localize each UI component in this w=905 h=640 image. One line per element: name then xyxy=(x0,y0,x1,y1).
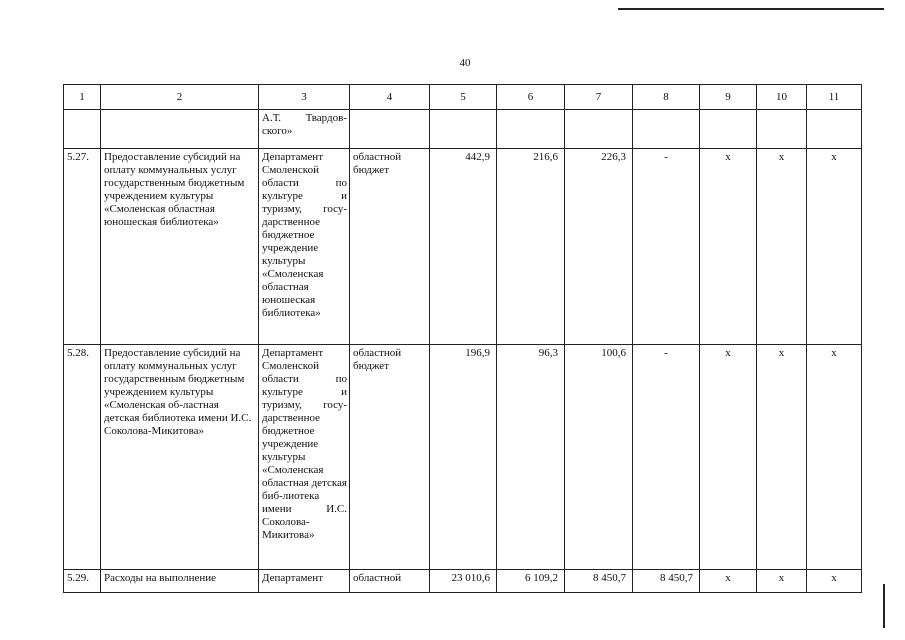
row-name: Предоставление субсидий на оплату коммунальных услуг государственным бюджетным учреждением культуры «Смоленская областная юношеская библиотека» xyxy=(101,149,259,345)
row-col11: х xyxy=(807,345,862,570)
row-number: 5.27. xyxy=(64,149,101,345)
row-col9: х xyxy=(700,345,757,570)
row-col11: х xyxy=(807,570,862,593)
header-cell: 1 xyxy=(64,85,101,110)
row-col9: х xyxy=(700,149,757,345)
table-row xyxy=(64,345,862,570)
header-cell: 11 xyxy=(807,85,862,110)
row-source: областной бюджет xyxy=(350,345,430,570)
row-dept: Департамент Смоленской области по культуре и туризму, госу-дарственное бюджетное учреждение культуры «Смоленская областная юношеская библиотека» xyxy=(259,149,350,345)
cell-empty xyxy=(64,110,101,149)
row-name: Расходы на выполнение xyxy=(101,570,259,593)
row-col5: 196,9 xyxy=(430,345,497,570)
row-name: Предоставление субсидий на оплату коммунальных услуг государственным бюджетным учреждением культуры «Смоленская об-ластная детская библиотека имени И.С. Соколова-Микитова» xyxy=(101,345,259,570)
row-col10: х xyxy=(757,570,807,593)
header-cell: 7 xyxy=(565,85,633,110)
continuation-row xyxy=(64,110,862,149)
cell-empty xyxy=(101,110,259,149)
row-col6: 216,6 xyxy=(497,149,565,345)
row-source: областной бюджет xyxy=(350,149,430,345)
margin-rule xyxy=(883,584,885,628)
row-source: областной xyxy=(350,570,430,593)
row-col5: 442,9 xyxy=(430,149,497,345)
cell-empty xyxy=(497,110,565,149)
continuation-dept: А.Т. Твардов-ского» xyxy=(259,110,350,149)
header-cell: 5 xyxy=(430,85,497,110)
row-col8: - xyxy=(633,345,700,570)
row-col8: - xyxy=(633,149,700,345)
cell-empty xyxy=(633,110,700,149)
page-number: 40 xyxy=(459,57,471,69)
cell-empty xyxy=(565,110,633,149)
row-col6: 96,3 xyxy=(497,345,565,570)
row-col7: 100,6 xyxy=(565,345,633,570)
header-row xyxy=(64,85,862,110)
row-number: 5.29. xyxy=(64,570,101,593)
row-col5: 23 010,6 xyxy=(430,570,497,593)
budget-table xyxy=(63,84,862,593)
row-dept: Департамент Смоленской области по культуре и туризму, госу-дарственное бюджетное учреждение культуры «Смоленская областная детская биб-лиотека имени И.С. Соколова-Микитова» xyxy=(259,345,350,570)
header-cell: 9 xyxy=(700,85,757,110)
row-col7: 226,3 xyxy=(565,149,633,345)
header-cell: 3 xyxy=(259,85,350,110)
row-col8: 8 450,7 xyxy=(633,570,700,593)
row-col7: 8 450,7 xyxy=(565,570,633,593)
cell-empty xyxy=(700,110,757,149)
cell-empty xyxy=(757,110,807,149)
row-col10: х xyxy=(757,345,807,570)
table-row xyxy=(64,149,862,345)
top-rule xyxy=(618,8,884,10)
cell-empty xyxy=(807,110,862,149)
cell-empty xyxy=(350,110,430,149)
cell-empty xyxy=(430,110,497,149)
row-number: 5.28. xyxy=(64,345,101,570)
row-col10: х xyxy=(757,149,807,345)
row-dept: Департамент xyxy=(259,570,350,593)
header-cell: 8 xyxy=(633,85,700,110)
header-cell: 10 xyxy=(757,85,807,110)
header-cell: 4 xyxy=(350,85,430,110)
row-col6: 6 109,2 xyxy=(497,570,565,593)
row-col11: х xyxy=(807,149,862,345)
row-col9: х xyxy=(700,570,757,593)
header-cell: 2 xyxy=(101,85,259,110)
header-cell: 6 xyxy=(497,85,565,110)
table-row xyxy=(64,570,862,593)
